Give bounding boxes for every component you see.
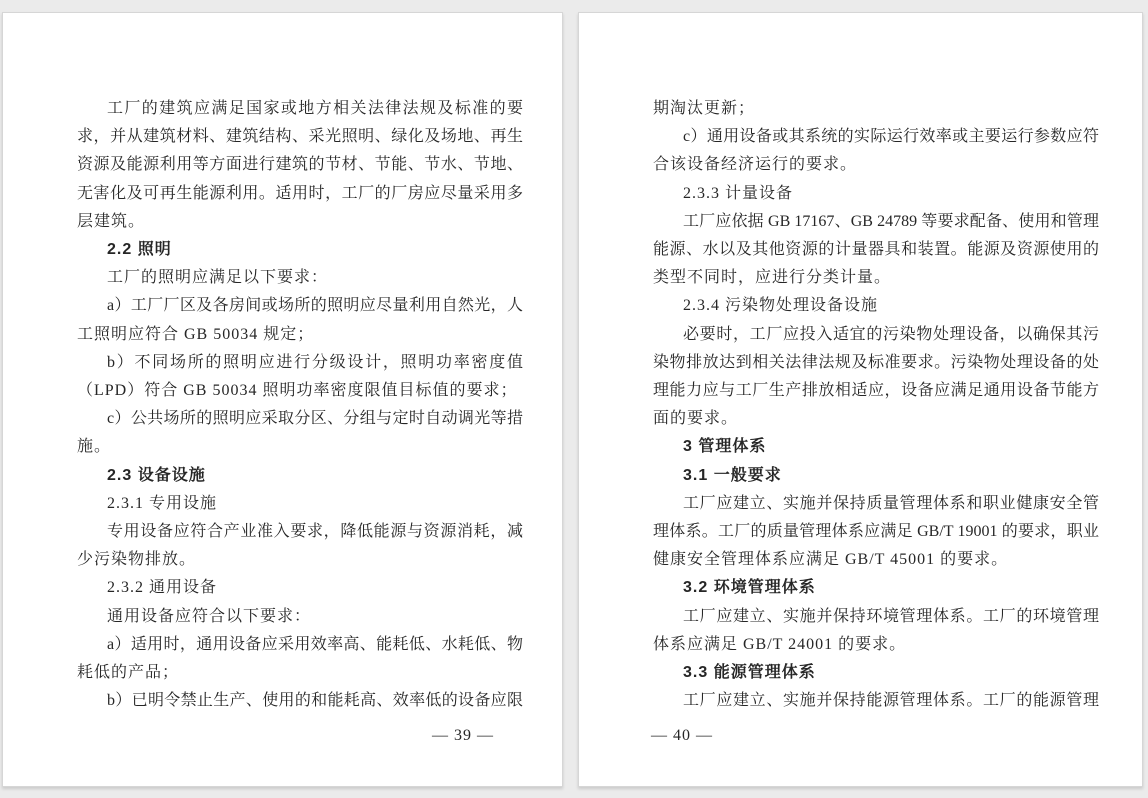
text-line: 工厂应建立、实施并保持环境管理体系。工厂的环境管理 xyxy=(683,607,1099,625)
section-heading: 3 管理体系 xyxy=(683,438,767,456)
text-line: 理体系。工厂的质量管理体系应满足 GB/T 19001 的要求，职业 xyxy=(653,523,1099,541)
page-40-number: — 40 — xyxy=(651,727,713,744)
text-line: 2.3.3 计量设备 xyxy=(683,184,794,202)
page-39-number: — 39 — xyxy=(432,727,494,744)
text-line: 2.3.1 专用设施 xyxy=(107,494,218,512)
text-line: 染物排放达到相关法律法规及标准要求。污染物处理设备的处 xyxy=(653,353,1099,371)
text-line: a）适用时，通用设备应采用效率高、能耗低、水耗低、物 xyxy=(107,635,523,653)
text-line: （LPD）符合 GB 50034 照明功率密度限值目标值的要求； xyxy=(77,382,518,400)
text-line: 工厂应建立、实施并保持质量管理体系和职业健康安全管 xyxy=(683,494,1099,512)
text-line: 层建筑。 xyxy=(77,212,146,230)
text-line: a）工厂厂区及各房间或场所的照明应尽量利用自然光，人 xyxy=(107,297,523,315)
text-line: 能源、水以及其他资源的计量器具和装置。能源及资源使用的 xyxy=(653,241,1099,259)
text-line: 2.3.2 通用设备 xyxy=(107,579,218,597)
text-line: c）通用设备或其系统的实际运行效率或主要运行参数应符 xyxy=(683,128,1099,146)
text-line: 面的要求。 xyxy=(653,410,739,428)
text-line: 求，并从建筑材料、建筑结构、采光照明、绿化及场地、再生 xyxy=(77,128,523,146)
text-line: 施。 xyxy=(77,438,112,456)
text-line: 工厂应建立、实施并保持能源管理体系。工厂的能源管理 xyxy=(683,692,1099,710)
text-line: 通用设备应符合以下要求： xyxy=(107,607,312,625)
section-heading: 3.2 环境管理体系 xyxy=(683,579,816,597)
text-line: c）公共场所的照明应采取分区、分组与定时自动调光等措 xyxy=(107,410,523,428)
document-page-39 xyxy=(2,12,563,787)
text-line: 工照明应符合 GB 50034 规定； xyxy=(77,325,315,343)
text-line: 体系应满足 GB/T 24001 的要求。 xyxy=(653,635,907,653)
document-page-40 xyxy=(578,12,1143,787)
page-39-text xyxy=(77,95,523,715)
text-line: 理能力应与工厂生产排放相适应，设备应满足通用设备节能方 xyxy=(653,382,1099,400)
text-line: 工厂的建筑应满足国家或地方相关法律法规及标准的要 xyxy=(107,100,523,117)
page-40-text xyxy=(653,95,1099,715)
text-line: 耗低的产品； xyxy=(77,664,180,682)
text-line: 类型不同时，应进行分类计量。 xyxy=(653,269,892,287)
text-line: 工厂的照明应满足以下要求： xyxy=(107,269,329,287)
text-line: b）已明令禁止生产、使用的和能耗高、效率低的设备应限 xyxy=(107,692,523,710)
text-line: 少污染物排放。 xyxy=(77,551,197,569)
text-line: b）不同场所的照明应进行分级设计，照明功率密度值 xyxy=(107,353,523,371)
section-heading: 3.1 一般要求 xyxy=(683,466,782,484)
text-line: 2.3.4 污染物处理设备设施 xyxy=(683,297,879,315)
text-line: 资源及能源利用等方面进行建筑的节材、节能、节水、节地、 xyxy=(77,156,523,174)
text-line: 工厂应依据 GB 17167、GB 24789 等要求配备、使用和管理 xyxy=(683,212,1099,230)
text-line: 健康安全管理体系应满足 GB/T 45001 的要求。 xyxy=(653,551,1009,569)
text-line: 无害化及可再生能源利用。适用时，工厂的厂房应尽量采用多 xyxy=(77,184,523,202)
text-line: 期淘汰更新； xyxy=(653,100,756,117)
section-heading: 2.2 照明 xyxy=(107,241,172,259)
text-line: 专用设备应符合产业准入要求，降低能源与资源消耗，减 xyxy=(107,523,523,541)
text-line: 必要时，工厂应投入适宜的污染物处理设备，以确保其污 xyxy=(683,325,1099,343)
section-heading: 2.3 设备设施 xyxy=(107,466,206,484)
text-line: 合该设备经济运行的要求。 xyxy=(653,156,858,174)
section-heading: 3.3 能源管理体系 xyxy=(683,664,816,682)
